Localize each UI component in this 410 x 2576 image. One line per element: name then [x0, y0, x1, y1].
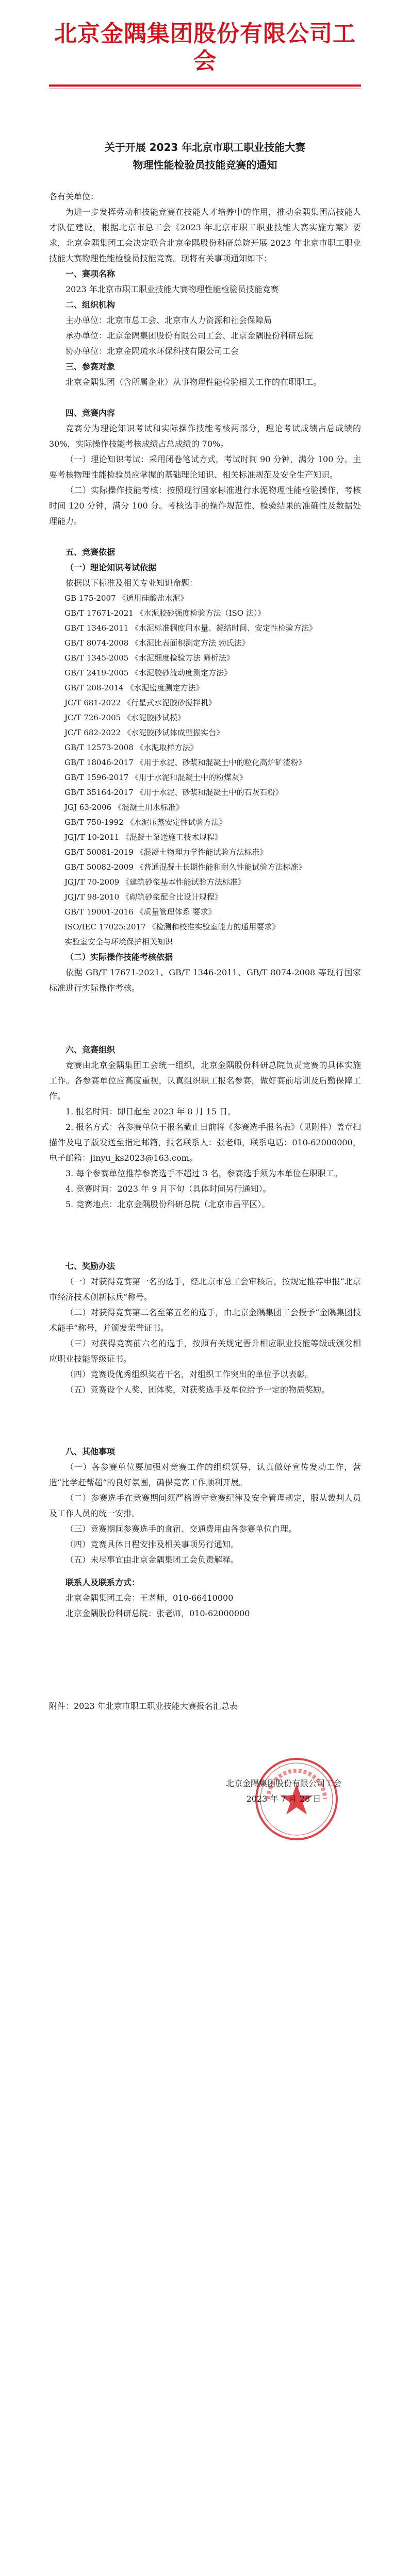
section-8-para: （二）参赛选手在竞赛期间须严格遵守竞赛纪律及安全管理规定，服从裁判人员及工作人员的统一安排。: [49, 1493, 361, 1518]
section-8-para: （三）竞赛期间参赛选手的食宿、交通费用由各参赛单位自理。: [65, 1523, 297, 1534]
standard-item: GB/T 1596-2017 《用于水泥和混凝土中的粉煤灰》: [64, 772, 248, 782]
salutation: 各有关单位：: [49, 191, 99, 201]
standard-item: JC/T 682-2022 《水泥胶砂试体成型振实台》: [64, 727, 224, 737]
document-body: [49, 189, 361, 1874]
co-organizer-line: 协办单位：北京金隅琉水环保科技有限公司工会: [65, 346, 239, 356]
standard-item: JC/T 726-2005 《水泥胶砂试模》: [64, 713, 185, 722]
standard-item: GB/T 208-2014 《水泥密度测定方法》: [64, 683, 204, 692]
org-banner: 北京金隅集团股份有限公司工会: [54, 21, 356, 74]
section-7-para: （二）对获得竞赛第二名至第五名的选手，由北京金隅集团工会授予“金隅集团技术能手”称号，并颁发荣誉证书。: [49, 1307, 361, 1333]
banner-rule-thick: [49, 84, 361, 87]
section-heading-8: 八、其他事项: [65, 1446, 116, 1456]
document-title-line2: 物理性能检验员技能竞赛的通知: [133, 158, 277, 171]
standard-item: GB/T 35164-2017 《用于水泥、砂浆和混凝土中的石灰石粉》: [64, 787, 283, 797]
standard-item: GB/T 18046-2017 《用于水泥、砂浆和混凝土中的粒化高炉矿渣粉》: [64, 757, 306, 767]
standard-item: GB/T 17671-2021 《水泥胶砂强度检验方法（ISO 法）》: [64, 608, 266, 618]
section-5-body-2: 依据 GB/T 17671-2021、GB/T 1346-2011、GB/T 8074-2008 等现行国家标准进行实际操作考核。: [49, 967, 361, 993]
section-heading-3: 三、参赛对象: [65, 361, 116, 371]
document-title: [49, 139, 361, 174]
standard-item: GB/T 50081-2019 《混凝土物理力学性能试验方法标准》: [64, 847, 268, 857]
section-4-para: 竞赛分为理论知识考试和实际操作技能考核两部分，理论考试成绩占总成绩的 30%，实际操作技能考核成绩占总成绩的 70%。: [49, 423, 361, 449]
standard-item: 实验室安全与环境保护相关知识: [64, 937, 173, 946]
section-heading-1: 一、赛项名称: [65, 268, 116, 279]
signature-text: [206, 1776, 361, 1807]
document-title-line1: 关于开展 2023 年北京市职工职业技能大赛: [104, 141, 306, 154]
section-8-para: （五）未尽事宜由北京金隅集团工会负责解释。: [65, 1554, 239, 1565]
section-7-para: （一）对获得竞赛第一名的选手，经北京市总工会审核后，按规定推荐申报“北京市经济技术创新标兵”称号。: [49, 1276, 361, 1302]
standard-item: GB/T 8074-2008 《水泥比表面积测定方法 勃氏法》: [64, 638, 250, 648]
standard-item: GB/T 2419-2005 《水泥胶砂流动度测定方法》: [64, 668, 232, 677]
section-8-para: （一）各参赛单位要加强对竞赛工作的组织领导，认真做好宣传发动工作，营造“比学赶帮超”的良好氛围，确保竞赛工作顺利开展。: [49, 1462, 361, 1487]
contacts-heading: 联系人及联系方式：: [65, 1577, 140, 1587]
section-6-para: 5. 竞赛地点：北京金隅股份科研总院（北京市昌平区）。: [65, 1199, 270, 1209]
section-6-para: 4. 竞赛时间：2023 年 9 月下旬（具体时间另行通知）。: [65, 1183, 271, 1194]
section-7-para: （四）竞赛设优秀组织奖若干名，对组织工作突出的单位予以表彰。: [65, 1369, 314, 1379]
standards-list: [49, 591, 361, 950]
section-6-para: 2. 报名方式：各参赛单位于报名截止日前将《参赛选手报名表》（见附件）盖章扫描件及电子版发送至指定邮箱，报名联系人：张老师，联系电话：010-62000000，电子邮箱：jinyu_ks2023@163.com。: [49, 1122, 361, 1163]
contact-line: 北京金隅集团工会：王老师，010-66410000: [65, 1592, 234, 1603]
section-4-para: （二）实际操作技能考核：按照现行国家标准进行水泥物理性能检验操作，考核时间 120 分钟，满分 100 分。考核选手的操作规范性、检验结果的准确性及数据处理能力。: [49, 485, 361, 526]
standard-item: JGJ/T 10-2011 《混凝土泵送施工技术规程》: [64, 832, 222, 842]
section-heading-5: 五、竞赛依据: [65, 547, 116, 557]
signature-block: [49, 1776, 361, 1874]
standard-item: GB/T 12573-2008 《水泥取样方法》: [64, 742, 198, 752]
standard-item: JGJ/T 98-2010 《砌筑砂浆配合比设计规程》: [64, 892, 222, 902]
standard-item: GB/T 1345-2005 《水泥细度检验方法 筛析法》: [64, 653, 234, 663]
signature-org: 北京金隅集团股份有限公司工会: [225, 1778, 341, 1788]
section-5-subheading: （一）理论知识考试依据: [65, 562, 157, 572]
section-6-para: 1. 报名时间：即日起至 2023 年 8 月 15 日。: [65, 1106, 236, 1116]
section-6-para: 竞赛由北京金隅集团工会统一组织，北京金隅股份科研总院负责竞赛的具体实施工作。各参赛单位应高度重视，认真组织职工报名参赛，做好赛前培训及后勤保障工作。: [49, 1060, 361, 1101]
section-4-para: （一）理论知识考试：采用闭卷笔试方式，考试时间 90 分钟，满分 100 分。主要考核物理性能检验员应掌握的基础理论知识、相关标准规范及安全生产知识。: [49, 454, 361, 480]
section-7-para: （三）对获得竞赛前六名的选手，按照有关规定晋升相应职业技能等级或颁发相应职业技能等级证书。: [49, 1338, 361, 1364]
section-heading-7: 七、奖励办法: [65, 1261, 116, 1271]
section-heading-6: 六、竞赛组织: [65, 1044, 116, 1055]
section-heading-4: 四、竞赛内容: [65, 408, 116, 418]
intro-paragraph: 为进一步发挥劳动和技能竞赛在技能人才培养中的作用，推动金隅集团高技能人才队伍建设，根据北京市总工会《2023 年北京市职工职业技能大赛实施方案》要求，北京金隅集团工会决定联合北京金隅股份科研总院开展 2023 年北京市职工职业技能大赛物理性能检验员技能竞赛。现将有关事项通知如下：: [49, 207, 361, 263]
section-1-body: 2023 年北京市职工职业技能大赛物理性能检验员技能竞赛: [65, 284, 279, 294]
organizer-line: 主办单位：北京市总工会、北京市人力资源和社会保障局: [65, 315, 272, 325]
section-7-para: （五）竞赛设个人奖、团体奖，对获奖选手及单位给予一定的物质奖励。: [65, 1384, 330, 1395]
standard-item: JC/T 681-2022 《行星式水泥胶砂搅拌机》: [64, 698, 216, 707]
section-heading-2: 二、组织机构: [65, 299, 116, 310]
standard-item: GB/T 750-1992 《水泥压蒸安定性试验方法》: [64, 817, 227, 827]
undertaker-line: 承办单位：北京金隅集团股份有限公司工会、北京金隅股份科研总院: [65, 330, 314, 341]
section-6-para: 3. 每个参赛单位推荐参赛选手不超过 3 名，参赛选手须为本单位在职职工。: [65, 1168, 342, 1178]
section-8-para: （四）竞赛具体日程安排及相关事项另行通知。: [65, 1539, 239, 1549]
standard-item: GB/T 50082-2009 《普通混凝土长期性能和耐久性能试验方法标准》: [64, 862, 306, 872]
standard-item: ISO/IEC 17025:2017 《检测和校准实验室能力的通用要求》: [64, 922, 280, 931]
section-5-intro: 依据以下标准及相关专业知识命题：: [65, 578, 198, 588]
section-3-body: 北京金隅集团（含所属企业）从事物理性能检验相关工作的在职职工。: [65, 377, 322, 387]
signature-date: 2023 年 7 月 28 日: [246, 1793, 321, 1804]
section-5-subheading-2: （二）实际操作技能考核依据: [65, 952, 173, 962]
standard-item: GB 175-2007 《通用硅酸盐水泥》: [64, 593, 188, 603]
standard-item: GB/T 19001-2016 《质量管理体系 要求》: [64, 907, 216, 917]
standard-item: JGJ/T 70-2009 《建筑砂浆基本性能试验方法标准》: [64, 877, 245, 887]
attachment-note: 附件：2023 年北京市职工职业技能大赛报名汇总表: [49, 1701, 238, 1711]
contact-line: 北京金隅股份科研总院：张老师，010-62000000: [65, 1608, 250, 1618]
standard-item: JGJ 63-2006 《混凝土用水标准》: [64, 802, 184, 812]
standard-item: GB/T 1346-2011 《水泥标准稠度用水量、凝结时间、安定性检验方法》: [64, 623, 317, 633]
